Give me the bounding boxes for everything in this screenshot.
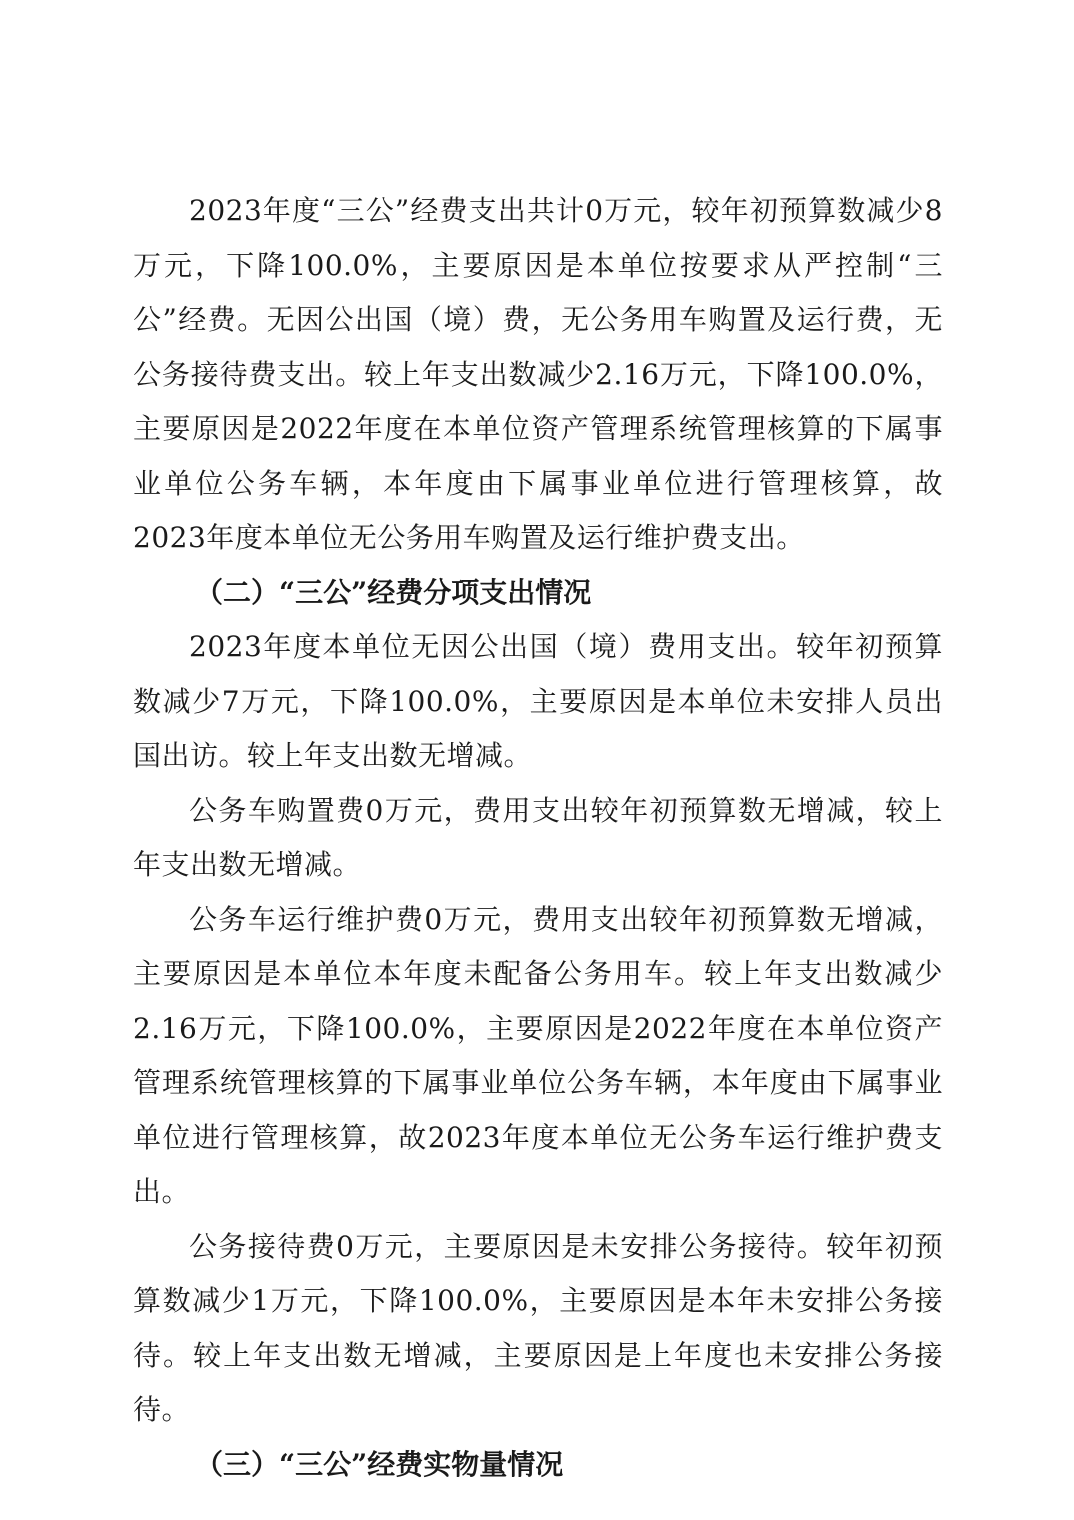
section-heading-physical-quantity: （三）“三公”经费实物量情况 — [195, 1447, 564, 1481]
paragraph-total-expenditure: 2023年度“三公”经费支出共计0万元，较年初预算数减少8万元，下降100.0%，主要原因是本单位按要求从严控制“三公”经费。无因公出国（境）费，无公务用车购置及运行费，无公务接待费支出。较上年支出数减少2.16万元，下降100.0%，主要原因是2022年度在本单位资产管理系统管理核算的下属事业单位公务车辆，本年度由下属事业单位进行管理核算，故2023年度本单位无公务用车购置及运行维护费支出。 — [133, 194, 943, 554]
paragraph-overseas-travel: 2023年度本单位无因公出国（境）费用支出。较年初预算数减少7万元，下降100.0%，主要原因是本单位未安排人员出国出访。较上年支出数无增减。 — [133, 630, 943, 772]
section-heading-itemized-expenditure: （二）“三公”经费分项支出情况 — [195, 575, 592, 609]
paragraph-vehicle-operation: 公务车运行维护费0万元，费用支出较年初预算数无增减，主要原因是本单位本年度未配备公务用车。较上年支出数减少2.16万元，下降100.0%，主要原因是2022年度在本单位资产管理系统管理核算的下属事业单位公务车辆，本年度由下属事业单位进行管理核算，故2023年度本单位无公务车运行维护费支出。 — [133, 902, 943, 1208]
document-body — [133, 184, 943, 1492]
paragraph-official-reception: 公务接待费0万元，主要原因是未安排公务接待。较年初预算数减少1万元，下降100.0%，主要原因是本年未安排公务接待。较上年支出数无增减，主要原因是上年度也未安排公务接待。 — [133, 1229, 943, 1426]
paragraph-vehicle-purchase: 公务车购置费0万元，费用支出较年初预算数无增减，较上年支出数无增减。 — [133, 793, 943, 881]
